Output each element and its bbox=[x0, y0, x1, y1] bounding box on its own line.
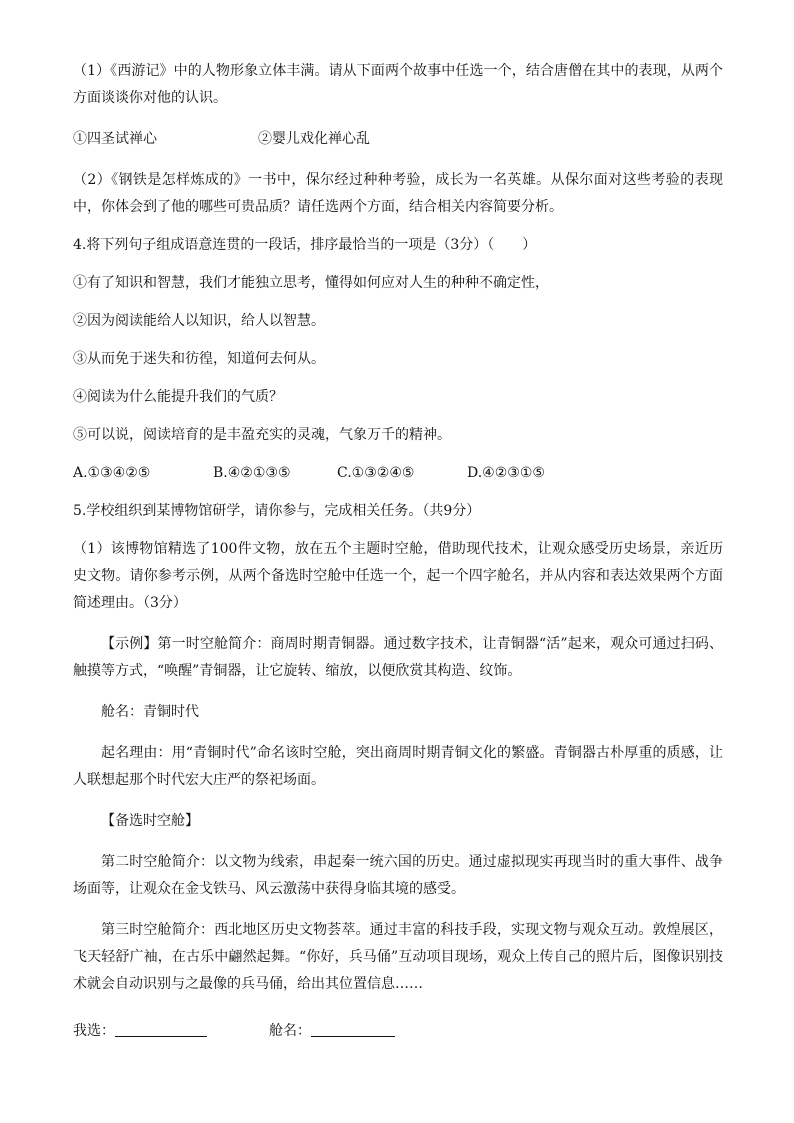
worksheet-page bbox=[73, 58, 723, 1045]
q4-sentence: ⑤可以说，阅读培育的是丰盈充实的灵魂，气象万千的精神。 bbox=[73, 427, 451, 443]
q5-part1-prompt: （1）该博物馆精选了100件文物，放在五个主题时空舱，借助现代技术，让观众感受历史场景，亲近历史文物。请你参考示例，从两个备选时空舱中任选一个，起一个四字舱名，并从内容和表达效果两个方面简述理由。（3分） bbox=[73, 541, 723, 611]
q3-part2-prompt: （2）《钢铁是怎样炼成的》一书中，保尔经过种种考验，成长为一名英雄。从保尔面对这些考验的表现中，你体会到了他的哪些可贵品质？请任选两个方面，结合相关内容简要分析。 bbox=[73, 172, 723, 215]
q4-sentence: ①有了知识和智慧，我们才能独立思考，懂得如何应对人生的种种不确定性， bbox=[73, 275, 549, 291]
story-choice-a: ①四圣试禅心 bbox=[73, 131, 157, 147]
example-intro: 【示例】第一时空舱简介：商周时期青铜器。通过数字技术，让青铜器“活”起来，观众可通过扫码、触摸等方式，“唤醒”青铜器，让它旋转、缩放，以便欣赏其构造、纹饰。 bbox=[73, 636, 723, 679]
answer-line bbox=[73, 1018, 723, 1045]
option-c[interactable]: C.①③②④⑤ bbox=[337, 465, 415, 481]
q4-sentence: ④阅读为什么能提升我们的气质？ bbox=[73, 389, 283, 405]
q5-stem: 5.学校组织到某博物馆研学，请你参与，完成相关任务。（共9分） bbox=[73, 503, 481, 519]
cabin-3-intro: 第三时空舱简介：西北地区历史文物荟萃。通过丰富的科技手段，实现文物与观众互动。敦煌展区，飞天轻舒广袖，在古乐中翩然起舞。“你好，兵马俑”互动项目现场，观众上传自己的照片后，图像识别技术就会自动识别与之最像的兵马俑，给出其位置信息…… bbox=[73, 922, 723, 992]
cabin-name-blank[interactable] bbox=[311, 1018, 395, 1037]
example-reason: 起名理由：用“青铜时代”命名该时空舱，突出商周时期青铜文化的繁盛。青铜器古朴厚重的质感，让人联想起那个时代宏大庄严的祭祀场面。 bbox=[73, 745, 723, 788]
q3-story-choices bbox=[73, 126, 723, 153]
option-a[interactable]: A.①③④②⑤ bbox=[73, 465, 151, 481]
cabin-2-intro: 第二时空舱简介：以文物为线索，串起秦一统六国的历史。通过虚拟现实再现当时的重大事件、战争场面等，让观众在金戈铁马、风云激荡中获得身临其境的感受。 bbox=[73, 854, 723, 897]
option-b[interactable]: B.④②①③⑤ bbox=[213, 465, 291, 481]
q3-part1-prompt: （1）《西游记》中的人物形象立体丰满。请从下面两个故事中任选一个，结合唐僧在其中的表现，从两个方面谈谈你对他的认识。 bbox=[73, 63, 723, 106]
alternative-cabins-heading: 【备选时空舱】 bbox=[101, 813, 199, 829]
q4-answer-options bbox=[73, 460, 723, 487]
choose-blank[interactable] bbox=[115, 1018, 207, 1037]
q4-sentence: ②因为阅读能给人以知识，给人以智慧。 bbox=[73, 313, 325, 329]
q4-stem: 4.将下列句子组成语意连贯的一段话，排序最恰当的一项是（3分）（ ） bbox=[73, 237, 537, 253]
example-cabin-name: 舱名：青铜时代 bbox=[101, 704, 199, 720]
choose-label: 我选： bbox=[73, 1023, 115, 1039]
option-d[interactable]: D.④②③①⑤ bbox=[467, 465, 545, 481]
q4-sentence: ③从而免于迷失和彷徨，知道何去何从。 bbox=[73, 351, 325, 367]
story-choice-b: ②婴儿戏化禅心乱 bbox=[258, 131, 370, 147]
cabin-name-label: 舱名： bbox=[269, 1023, 311, 1039]
